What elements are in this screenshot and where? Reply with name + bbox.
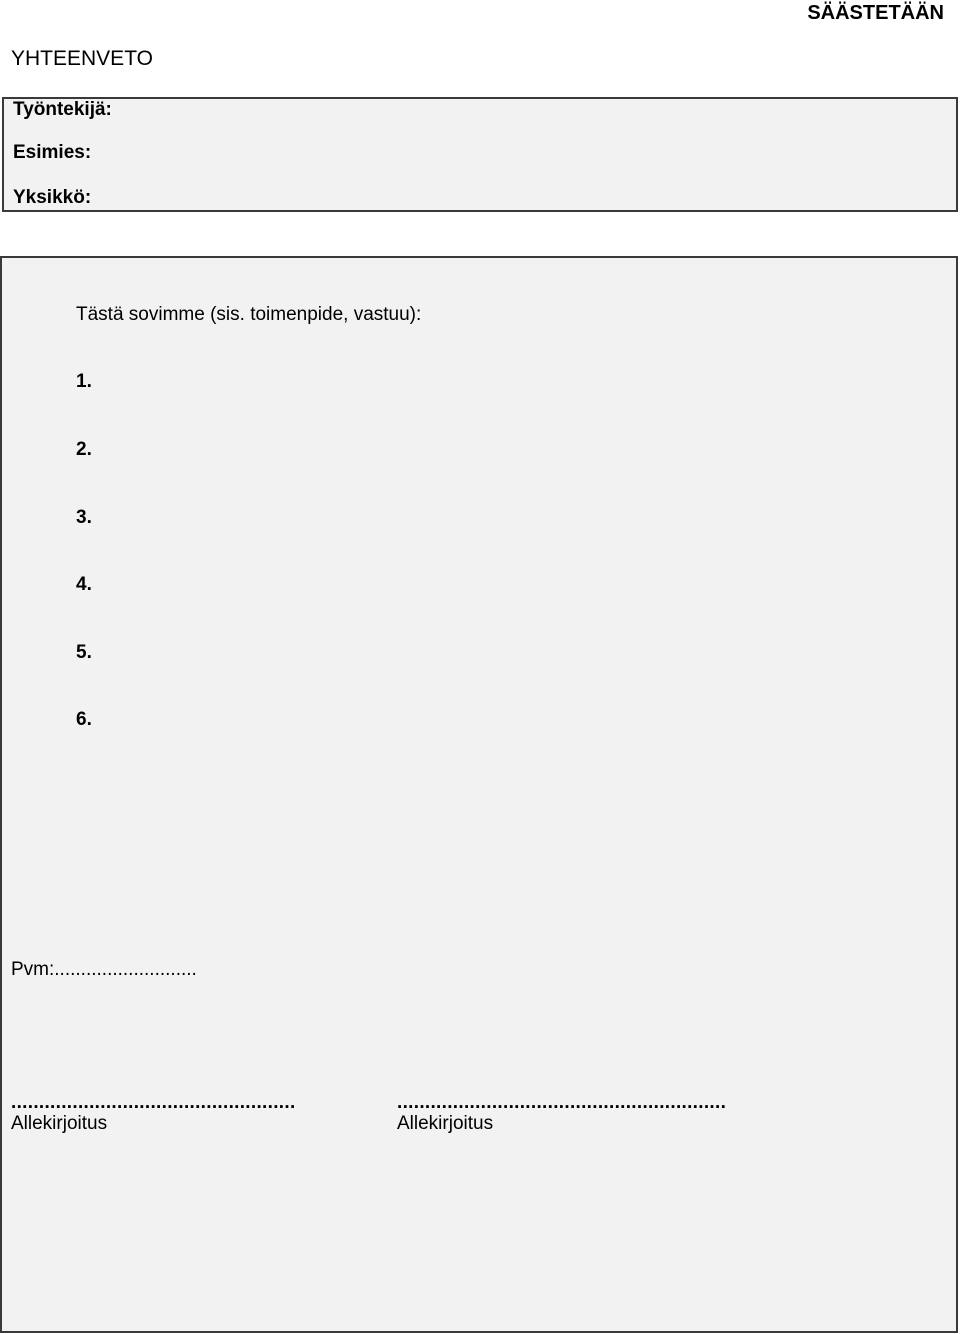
page-title: YHTEENVETO	[11, 47, 153, 70]
signature-caption: Allekirjoitus	[11, 1113, 108, 1134]
agreement-item-3: 3.	[76, 507, 92, 528]
agreement-heading: Tästä sovimme (sis. toimenpide, vastuu):	[76, 304, 422, 325]
classification-label: SÄÄSTETÄÄN	[807, 2, 944, 24]
agreement-item-1: 1.	[76, 371, 92, 392]
agreement-box	[0, 256, 958, 1333]
agreement-item-4: 4.	[76, 574, 92, 595]
unit-label: Yksikkö:	[13, 187, 92, 208]
date-field: Pvm:...........................	[11, 959, 197, 980]
signature-line: ...........................................................	[397, 1092, 727, 1113]
signature-block-1	[11, 1093, 296, 1135]
info-box	[2, 97, 958, 212]
agreement-item-5: 5.	[76, 642, 92, 663]
supervisor-label: Esimies:	[13, 142, 92, 163]
agreement-item-6: 6.	[76, 709, 92, 730]
agreement-item-2: 2.	[76, 439, 92, 460]
signature-block-2	[397, 1093, 726, 1135]
signature-line: ...................................................	[11, 1092, 296, 1113]
signature-caption: Allekirjoitus	[397, 1113, 494, 1134]
employee-label: Työntekijä:	[13, 99, 112, 120]
